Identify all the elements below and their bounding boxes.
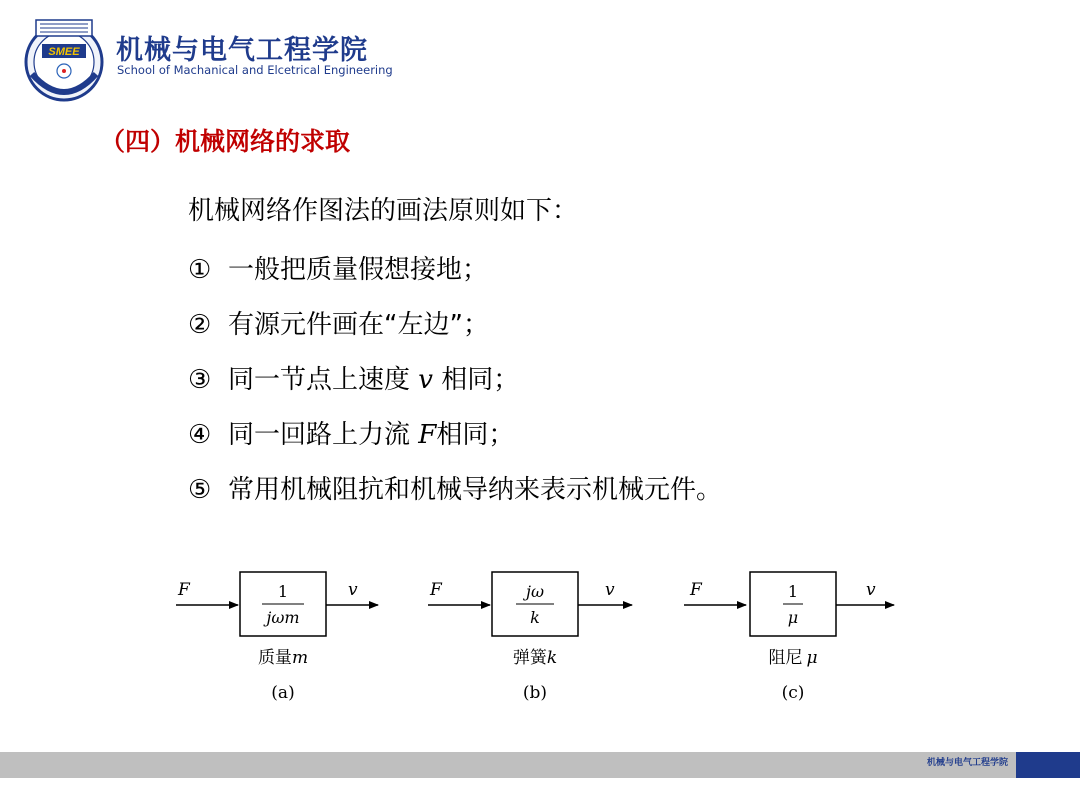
figure-tag: (a): [271, 683, 295, 703]
school-name-en: School of Machanical and Elcetrical Engineering: [117, 63, 393, 77]
rule-item: [188, 415, 722, 470]
input-label: F: [430, 580, 442, 600]
caption: 质量m: [257, 648, 309, 668]
rule-number: ①: [188, 255, 212, 285]
footer-bar: [0, 752, 1080, 778]
figure-tag: (c): [781, 683, 805, 703]
figure-tag: (b): [522, 683, 548, 703]
block-numerator: 1: [277, 582, 289, 601]
output-label: v: [605, 580, 615, 600]
rule-item: [188, 305, 722, 360]
rules-list: [188, 250, 722, 525]
diagram-damper: [684, 572, 894, 703]
rule-item: [188, 360, 722, 415]
diagram-spring: [428, 572, 632, 703]
rule-text: 同一回路上力流: [228, 420, 419, 450]
output-label: v: [866, 580, 876, 600]
caption: 弹簧k: [512, 648, 558, 668]
block-denominator: μ: [787, 608, 799, 627]
diagram-mass: [176, 572, 378, 703]
output-label: v: [348, 580, 358, 600]
rule-number: ③: [188, 365, 212, 395]
rule-text-end: 相同；: [436, 420, 515, 450]
rule-item: [188, 470, 722, 525]
school-logo: [22, 14, 106, 104]
rule-number: ⑤: [188, 475, 212, 505]
rule-number: ④: [188, 420, 212, 450]
school-name-cn: 机械与电气工程学院: [116, 35, 368, 66]
footer-school-name: 机械与电气工程学院: [926, 758, 1008, 768]
block-numerator: 1: [787, 582, 799, 601]
input-label: F: [690, 580, 702, 600]
rule-text-end: 相同；: [432, 365, 520, 395]
block-diagrams: [0, 550, 1080, 720]
caption: 阻尼 μ: [768, 648, 818, 668]
intro-text: 机械网络作图法的画法原则如下：: [188, 196, 579, 226]
rule-text: 常用机械阻抗和机械导纳来表示机械元件。: [228, 475, 723, 505]
section-title: （四）机械网络的求取: [100, 127, 351, 156]
rule-number: ②: [188, 310, 212, 340]
input-label: F: [178, 580, 190, 600]
block-denominator: k: [530, 608, 540, 627]
rule-item: [188, 250, 722, 305]
rule-text: 有源元件画在“左边”；: [228, 310, 489, 340]
velocity-symbol: v: [418, 365, 433, 395]
rule-text: 一般把质量假想接地；: [228, 255, 489, 285]
force-symbol: F: [418, 420, 437, 450]
header: [22, 14, 422, 104]
block-numerator: jω: [525, 582, 545, 601]
svg-text:SMEE: SMEE: [48, 46, 80, 58]
rule-text: 同一节点上速度: [228, 365, 419, 395]
block-denominator: jωm: [266, 608, 300, 627]
footer-accent: [1016, 752, 1080, 778]
